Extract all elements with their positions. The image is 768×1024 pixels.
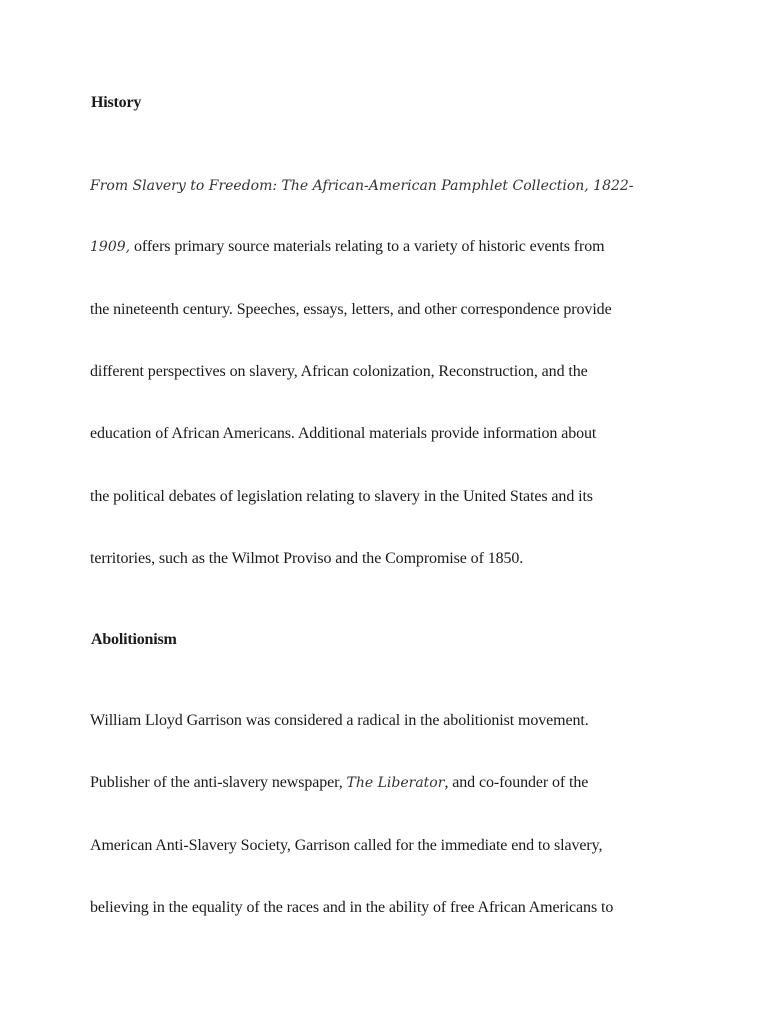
line-text: offers primary source materials relating to a variety of historic events from	[130, 238, 605, 255]
paragraph-line	[90, 774, 588, 792]
paragraph-line: territories, such as the Wilmot Proviso and the Compromise of 1850.	[90, 550, 524, 567]
section-heading-abolitionism: Abolitionism	[91, 631, 177, 648]
paragraph-line: William Lloyd Garrison was considered a radical in the abolitionist movement.	[90, 712, 589, 729]
paragraph-line: the nineteenth century. Speeches, essays, letters, and other correspondence provide	[90, 301, 612, 318]
publication-title: From Slavery to Freedom: The African-American Pamphlet Collection, 1822-	[90, 178, 634, 194]
publication-title: 1909,	[90, 239, 131, 255]
paragraph-line: the political debates of legislation relating to slavery in the United States and its	[90, 488, 593, 505]
paragraph-line: American Anti-Slavery Society, Garrison called for the immediate end to slavery,	[90, 837, 603, 854]
paragraph-line	[90, 177, 634, 195]
paragraph-line: different perspectives on slavery, African colonization, Reconstruction, and the	[90, 363, 588, 380]
paragraph-line: believing in the equality of the races and in the ability of free African Americans to	[90, 899, 614, 916]
paragraph-line	[90, 238, 605, 256]
section-heading-history: History	[91, 94, 142, 111]
paragraph-line: education of African Americans. Additional materials provide information about	[90, 425, 597, 442]
line-text: , and co-founder of the	[444, 774, 589, 791]
newspaper-title: The Liberator	[346, 775, 445, 791]
line-text: Publisher of the anti-slavery newspaper,	[90, 774, 347, 791]
